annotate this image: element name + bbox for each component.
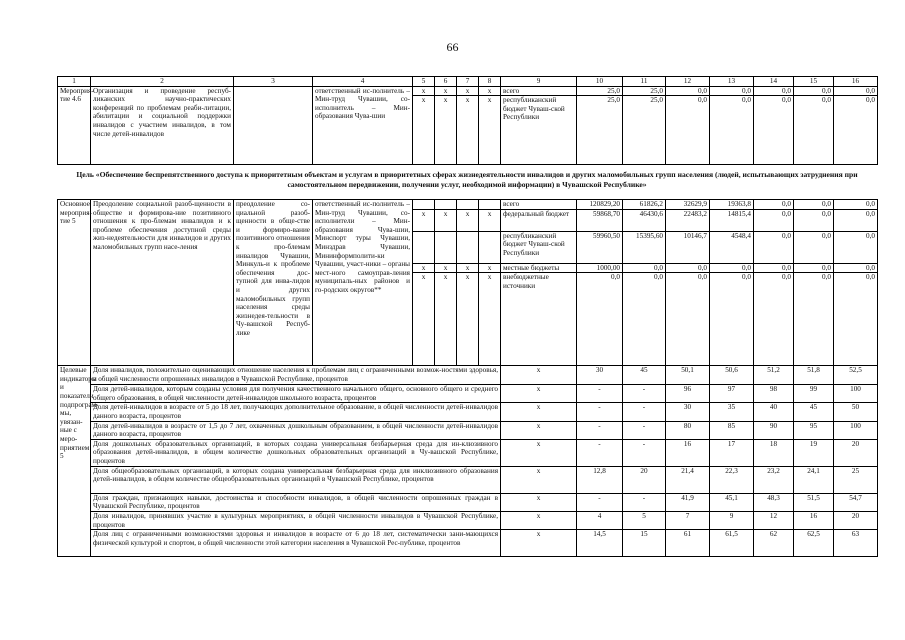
indicator-value: 63 (834, 530, 878, 557)
code-cell: x (479, 263, 501, 273)
indicator-value: 51,2 (754, 366, 794, 385)
indicators-label: Целевые индикаторы и показатели подпрограм-мы, увязан-ные с меро-приятием 5 (58, 366, 91, 557)
funding-value: 0,0 (834, 231, 878, 263)
funding-value: 0,0 (794, 96, 834, 165)
indicator-value: 62,5 (794, 530, 834, 557)
activity-name: Организация и проведение респуб-ликанских научно-практических конференций по проблемам реаби-литации, абилитации и социальной поддержки инвалидов с участием инвалидов, в том числе детей-инвалидов (91, 86, 234, 165)
indicator-value: - (577, 403, 623, 421)
indicator-value: 7 (666, 511, 710, 529)
funding-value: 120829,20 (577, 200, 623, 210)
indicator-value: 35 (710, 403, 754, 421)
indicator-value: 12 (754, 511, 794, 529)
funding-value: 0,0 (666, 86, 710, 96)
indicator-value: 50 (834, 403, 878, 421)
funding-value: 1000,00 (577, 263, 623, 273)
code-cell: x (457, 96, 479, 165)
indicator-value: 51,5 (794, 493, 834, 511)
indicator-value: 61 (666, 530, 710, 557)
indicator-value: 45 (794, 403, 834, 421)
funding-value: 59868,70 (577, 209, 623, 231)
code-cell: x (479, 86, 501, 96)
funding-value: 25,0 (623, 86, 666, 96)
indicator-row (58, 493, 878, 511)
column-number-5: 5 (413, 77, 435, 87)
indicator-value: 17 (710, 439, 754, 466)
funding-value: 0,0 (666, 263, 710, 273)
indicator-value: 40 (754, 403, 794, 421)
indicator-value: 18 (754, 439, 794, 466)
code-cell: x (479, 209, 501, 231)
column-number-1: 1 (58, 77, 91, 87)
funding-value: 0,0 (623, 263, 666, 273)
code-cell: x (479, 96, 501, 165)
funding-source: республиканский бюджет Чуваш-ской Республики (501, 231, 577, 263)
indicator-name: Доля детей-инвалидов в возрасте от 5 до 18 лет, получающих дополнительное образование, в общей численности детей-инвалидов данного возраста, процентов (91, 403, 501, 421)
indicator-value: 50,1 (666, 366, 710, 385)
indicator-value: 48,3 (754, 493, 794, 511)
indicator-name: Доля дошкольных образовательных организаций, в которых создана универсальная безбарьерная среда для ин-клюзивного образования детей-инвалидов, в общем количестве дошкольных образовательных организаций в Чу-вашской Республике, процентов (91, 439, 501, 466)
activity-goal: преодоление со-циальной разоб-щенности в обще-стве и формиро-вание позитивного отношения к про-блемам инвалидов Чувашии, Минкуль-и к проблеме обеспечения дос-тупной для инва-лидов и других маломобильных групп населения среды жизнедея-тельности в Чу-вашской Респуб-лике (234, 200, 313, 366)
indicator-value: 30 (577, 366, 623, 385)
code-cell: x (413, 209, 435, 231)
funding-value: 25,0 (577, 86, 623, 96)
funding-value: 0,0 (754, 86, 794, 96)
funding-value: 0,0 (834, 209, 878, 231)
indicator-value: 25 (834, 466, 878, 493)
indicator-value: 45,1 (710, 493, 754, 511)
indicator-value: 80 (666, 421, 710, 439)
indicator-value: 5 (623, 511, 666, 529)
indicator-value: - (623, 493, 666, 511)
indicator-value: 61,5 (710, 530, 754, 557)
code-cell: x (413, 96, 435, 165)
indicator-value: - (577, 385, 623, 403)
indicator-value: - (577, 493, 623, 511)
column-number-row (58, 77, 878, 87)
code-cell (413, 200, 435, 210)
column-number-11: 11 (623, 77, 666, 87)
indicator-value: 23,2 (754, 466, 794, 493)
funding-row (58, 200, 878, 210)
funding-value: 0,0 (834, 273, 878, 366)
indicator-value: x (501, 511, 577, 529)
indicator-value: - (577, 439, 623, 466)
code-cell (413, 231, 435, 263)
funding-value: 0,0 (754, 209, 794, 231)
indicator-value: 24,1 (794, 466, 834, 493)
column-number-6: 6 (435, 77, 457, 87)
indicator-value: 45 (623, 366, 666, 385)
indicator-name: Доля граждан, признающих навыки, достоинства и способности инвалидов, в общей численности опрошенных граждан в Чувашской Республике, процентов (91, 493, 501, 511)
program-table-top (57, 76, 878, 165)
funding-source: всего (501, 200, 577, 210)
funding-value: 61826,2 (623, 200, 666, 210)
funding-source: местные бюджеты (501, 263, 577, 273)
indicator-value: 95 (794, 421, 834, 439)
indicator-value: 50,6 (710, 366, 754, 385)
funding-value: 0,0 (754, 273, 794, 366)
indicator-value: 62 (754, 530, 794, 557)
code-cell: x (413, 263, 435, 273)
funding-value: 0,0 (710, 263, 754, 273)
funding-value: 0,0 (754, 200, 794, 210)
indicator-value: 54,7 (834, 493, 878, 511)
indicator-value: 97 (710, 385, 754, 403)
funding-value: 0,0 (710, 96, 754, 165)
funding-value: 10146,7 (666, 231, 710, 263)
funding-value: 0,0 (794, 231, 834, 263)
indicator-value: x (501, 493, 577, 511)
funding-value: 0,0 (710, 86, 754, 96)
indicator-value: x (501, 421, 577, 439)
indicator-value: 16 (666, 439, 710, 466)
code-cell: x (457, 86, 479, 96)
indicator-value: 20 (834, 439, 878, 466)
column-number-4: 4 (313, 77, 413, 87)
indicator-value: 30 (666, 403, 710, 421)
activity-id: Основное мероприя-тие 5 (58, 200, 91, 366)
indicator-row (58, 530, 878, 557)
indicator-row (58, 511, 878, 529)
funding-source: всего (501, 86, 577, 96)
funding-value: 0,0 (794, 200, 834, 210)
goal-heading: Цель «Обеспечение беспрепятственного доступа к приоритетным объектам и услугам в приоритетных сферах жизнедеятельности инвалидов и других маломобильных групп населения (людей, испытывающих затруднения при самостоятельном передвижении, получении услуг, необходимой информации) в Чувашской Республике» (76, 170, 858, 189)
funding-value: 0,0 (794, 86, 834, 96)
funding-source: внебюджетные источники (501, 273, 577, 366)
indicator-row (58, 385, 878, 403)
code-cell: x (413, 86, 435, 96)
page-number: 66 (446, 40, 459, 54)
indicator-value: 99 (794, 385, 834, 403)
indicator-value: 15 (623, 530, 666, 557)
column-number-12: 12 (666, 77, 710, 87)
indicator-name: Доля инвалидов, принявших участие в культурных мероприятиях, в общей численности инвалидов в Чувашской Республике, процентов (91, 511, 501, 529)
funding-value: 0,0 (710, 273, 754, 366)
funding-value: 46430,6 (623, 209, 666, 231)
code-cell: x (457, 263, 479, 273)
indicator-value: - (623, 403, 666, 421)
column-number-15: 15 (794, 77, 834, 87)
column-number-13: 13 (710, 77, 754, 87)
indicator-value: 22,3 (710, 466, 754, 493)
indicator-value: 9 (710, 511, 754, 529)
code-cell: x (435, 96, 457, 165)
column-number-16: 16 (834, 77, 878, 87)
indicator-value: 14,5 (577, 530, 623, 557)
indicator-value: 12,8 (577, 466, 623, 493)
column-number-7: 7 (457, 77, 479, 87)
column-number-3: 3 (234, 77, 313, 87)
funding-value: 0,0 (623, 273, 666, 366)
funding-value: 0,0 (794, 209, 834, 231)
code-cell: x (435, 263, 457, 273)
funding-value: 0,0 (754, 231, 794, 263)
code-cell: x (479, 273, 501, 366)
column-number-8: 8 (479, 77, 501, 87)
program-table-main (57, 199, 878, 557)
indicator-value: 52,5 (834, 366, 878, 385)
indicator-value: x (501, 385, 577, 403)
funding-value: 14815,4 (710, 209, 754, 231)
funding-value: 4548,4 (710, 231, 754, 263)
funding-value: 0,0 (834, 86, 878, 96)
code-cell (435, 231, 457, 263)
indicator-value: x (501, 466, 577, 493)
column-number-2: 2 (91, 77, 234, 87)
indicator-name: Доля инвалидов, положительно оценивающих отношение населения к проблемам лиц с ограниченными возмож-ностями здоровья, в общей численности опрошенных инвалидов в Чувашской Республике, процентов (91, 366, 501, 385)
indicator-value: - (623, 439, 666, 466)
indicator-row (58, 439, 878, 466)
funding-source: республиканский бюджет Чуваш-ской Республики (501, 96, 577, 165)
code-cell (457, 231, 479, 263)
indicator-value: x (501, 403, 577, 421)
code-cell: x (435, 86, 457, 96)
funding-value: 0,0 (794, 263, 834, 273)
indicator-name: Доля детей-инвалидов, которым созданы условия для получения качественного начального общего, основного общего и среднего общего образования, в общей численности детей-инвалидов школьного возраста, процентов (91, 385, 501, 403)
indicator-row (58, 366, 878, 385)
indicator-value: 19 (794, 439, 834, 466)
funding-value: 0,0 (834, 263, 878, 273)
column-number-9: 9 (501, 77, 577, 87)
indicator-value: 41,9 (666, 493, 710, 511)
indicator-value: - (577, 421, 623, 439)
indicator-value: 100 (834, 421, 878, 439)
code-cell: x (457, 209, 479, 231)
indicator-value: x (501, 439, 577, 466)
funding-value: 0,0 (794, 273, 834, 366)
column-number-10: 10 (577, 77, 623, 87)
indicator-value: 96 (666, 385, 710, 403)
code-cell: x (413, 273, 435, 366)
code-cell: x (435, 273, 457, 366)
indicator-row (58, 421, 878, 439)
responsible-executor: ответственный ис-полнитель – Мин-труд Чувашии, со-исполнитель – Мин-образования Чува-шии (313, 86, 413, 165)
indicator-value: x (501, 530, 577, 557)
code-cell: x (435, 209, 457, 231)
column-number-14: 14 (754, 77, 794, 87)
indicator-value: 20 (623, 466, 666, 493)
indicator-name: Доля общеобразовательных организаций, в которых создана универсальная безбарьерная среда для инклюзивного образования детей-инвалидов, в общем количестве общеобразовательных организаций в Чувашской Республике, процентов (91, 466, 501, 493)
funding-value: 0,0 (666, 273, 710, 366)
indicator-value: 98 (754, 385, 794, 403)
funding-value: 0,0 (577, 273, 623, 366)
funding-row (58, 86, 878, 96)
activity-goal (234, 86, 313, 165)
code-cell (457, 200, 479, 210)
indicator-value: - (623, 421, 666, 439)
code-cell: x (457, 273, 479, 366)
funding-value: 32629,9 (666, 200, 710, 210)
funding-value: 59960,50 (577, 231, 623, 263)
code-cell (435, 200, 457, 210)
funding-value: 25,0 (623, 96, 666, 165)
indicator-row (58, 466, 878, 493)
funding-source: федеральный бюджет (501, 209, 577, 231)
indicator-value: 4 (577, 511, 623, 529)
funding-value: 25,0 (577, 96, 623, 165)
indicator-value: - (623, 385, 666, 403)
funding-value: 0,0 (754, 263, 794, 273)
indicator-name: Доля детей-инвалидов в возрасте от 1,5 до 7 лет, охваченных дошкольным образованием, в общей численности детей-инвалидов данного возраста, процентов (91, 421, 501, 439)
funding-value: 15395,60 (623, 231, 666, 263)
funding-value: 0,0 (666, 96, 710, 165)
indicator-value: 90 (754, 421, 794, 439)
indicator-value: 21,4 (666, 466, 710, 493)
indicator-value: 85 (710, 421, 754, 439)
funding-value: 19363,8 (710, 200, 754, 210)
indicator-row (58, 403, 878, 421)
code-cell (479, 200, 501, 210)
indicator-name: Доля лиц с ограниченными возможностями здоровья и инвалидов в возрасте от 6 до 18 лет, систематически зани-мающихся физической культурой и спортом, в общей численности этой категории населения в Чувашской Рес-публике, процентов (91, 530, 501, 557)
indicator-value: x (501, 366, 577, 385)
funding-value: 22483,2 (666, 209, 710, 231)
funding-value: 0,0 (834, 200, 878, 210)
code-cell (479, 231, 501, 263)
indicator-value: 16 (794, 511, 834, 529)
responsible-executor: ответственный ис-полнитель – Мин-труд Чувашии, со-исполнители – Мин-образования Чува-шии, Минспорт туры Чувашии, Минздрав Чувашии, Мининформполити-ки Чувашии, участ-ники – органы мест-ного самоуправ-ления муниципаль-ных районов и го-родских округов** (313, 200, 413, 366)
indicator-value: 51,8 (794, 366, 834, 385)
indicator-value: 20 (834, 511, 878, 529)
funding-value: 0,0 (834, 96, 878, 165)
funding-value: 0,0 (754, 96, 794, 165)
indicator-value: 100 (834, 385, 878, 403)
activity-id: Мероприя-тие 4.6 (58, 86, 91, 165)
activity-name: Преодоление социальной разоб-щенности в обществе и формирова-ние позитивного отношения к про-блемам инвалидов и к проблеме обеспечения доступной среды жиз-недеятельности для инвалидов и других маломобильных групп насе-ления (91, 200, 234, 366)
